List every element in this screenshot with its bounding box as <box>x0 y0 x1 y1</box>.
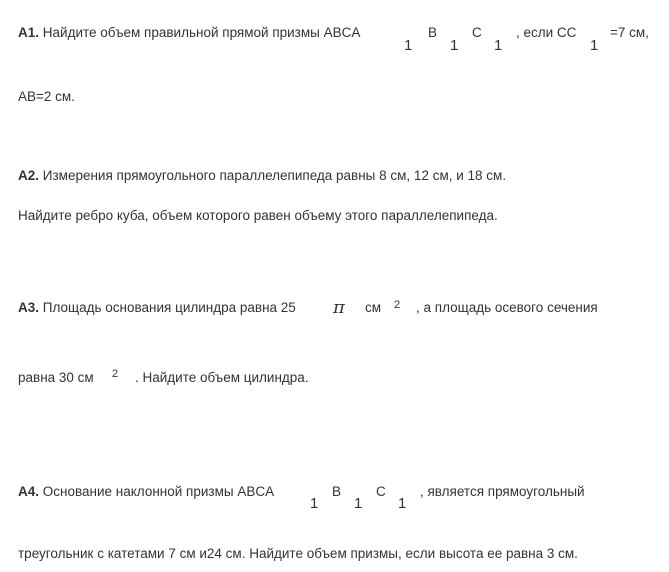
problem-a3-line1 <box>18 299 296 317</box>
problem-a1-text-start: Найдите объем правильной прямой призмы ABCA <box>42 25 361 40</box>
subscript: 1 <box>590 37 599 54</box>
problem-a4-text-start: Основание наклонной призмы ABCA <box>42 484 275 499</box>
problem-a2-text: Измерения прямоугольного параллелепипеда равны 8 см, 12 см, и 18 см. <box>42 168 507 183</box>
problem-a1-end: =7 см, <box>610 25 649 40</box>
problem-a4-label: A4. <box>18 484 40 499</box>
subscript: 1 <box>310 495 319 512</box>
problem-a1-label: A1. <box>18 25 40 40</box>
vertex-b: B <box>332 484 342 499</box>
problem-a1-line1 <box>18 24 360 42</box>
problem-a3-label: A3. <box>18 300 40 315</box>
problem-a1-line2: AB=2 см. <box>18 89 75 104</box>
problem-a4-text-end: , является прямоугольный <box>420 484 585 499</box>
superscript: 2 <box>112 368 119 380</box>
subscript: 1 <box>354 495 363 512</box>
vertex-b: B <box>428 25 438 40</box>
problem-a3-line2-end: . Найдите объем цилиндра. <box>135 370 309 385</box>
vertex-c: C <box>376 484 386 499</box>
pi-symbol: π <box>333 297 345 318</box>
subscript: 1 <box>450 37 459 54</box>
problem-a3-text-start: Площадь основания цилиндра равна 25 <box>42 300 296 315</box>
subscript: 1 <box>398 495 407 512</box>
problem-a2-line2: Найдите ребро куба, объем которого равен объему этого параллелепипеда. <box>18 208 498 223</box>
problem-a2-label: A2. <box>18 168 40 183</box>
problem-a2-line1 <box>18 167 506 185</box>
subscript: 1 <box>494 37 503 54</box>
problem-a3-text-end: , а площадь осевого сечения <box>416 300 598 315</box>
unit-cm: см <box>365 300 382 315</box>
problem-a4-line1 <box>18 483 274 501</box>
problem-a1-mid: , если CC <box>516 25 577 40</box>
subscript: 1 <box>404 37 413 54</box>
superscript: 2 <box>394 299 401 311</box>
problem-a3-line2: равна 30 см <box>18 370 94 385</box>
problem-a4-line2: треугольник с катетами 7 см и24 см. Найдите объем призмы, если высота ее равна 3 см. <box>18 546 578 561</box>
vertex-c: C <box>472 25 482 40</box>
